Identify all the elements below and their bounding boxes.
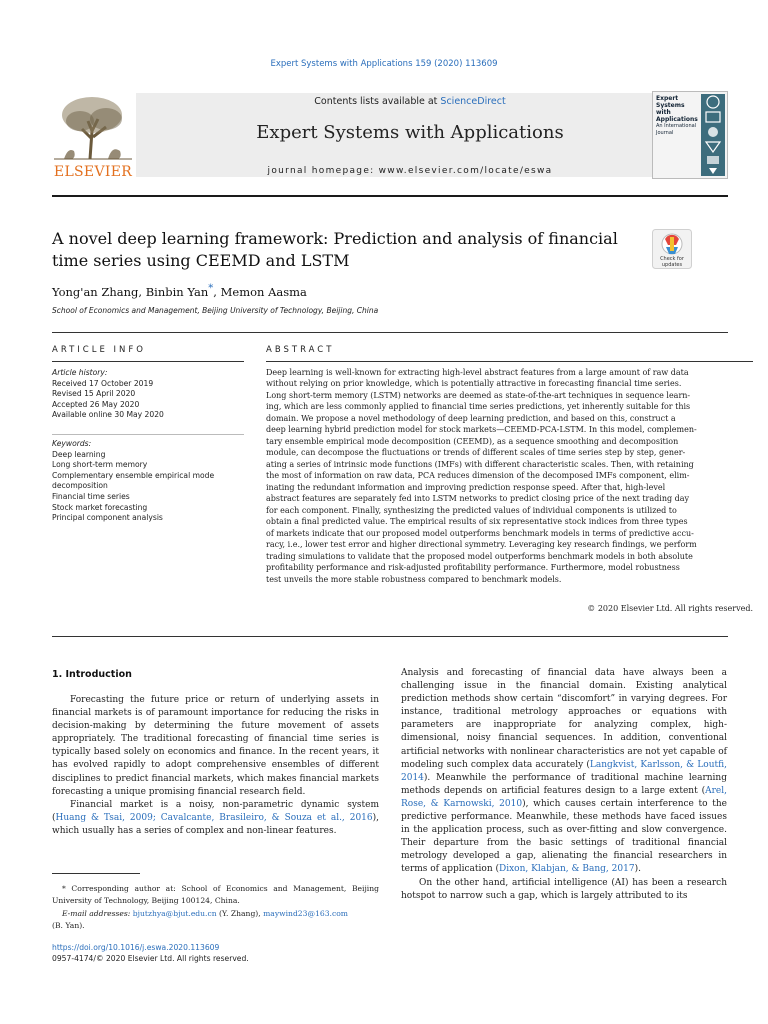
crossmark-label: Check for updates <box>660 256 684 268</box>
abstract-end-rule <box>52 636 728 637</box>
keyword-item: Complementary ensemble empirical mode <box>52 470 215 480</box>
cover-strip <box>701 94 725 176</box>
paragraph-text: Analysis and forecasting of financial data have always been a challenging issue in the financial domain. Existing analytical prediction methods show certain “discomfort” in varying degrees. For instance, traditional metrology approaches or equations with parameters are inappropriate for analyzing complex, high-dimensional, noisy financial sequences. In addition, conventional artificial networks with nonlinear characteristics are not yet capable of modeling such complex data accurately ( <box>401 668 727 770</box>
history-item: Available online 30 May 2020 <box>52 410 164 420</box>
title-line: A novel deep learning framework: Prediction and analysis of financial <box>52 229 618 248</box>
abstract-line: trading simulations to validate that the proposed model outperforms benchmark models in both absolute <box>266 551 693 561</box>
journal-title: Expert Systems with Applications <box>256 122 564 143</box>
title-line: time series using CEEMD and LSTM <box>52 251 350 270</box>
citation-link[interactable]: Huang & Tsai, 2009; Cavalcante, Brasileiro, & Souza et al., 2016 <box>55 812 373 823</box>
doi-link[interactable]: https://doi.org/10.1016/j.eswa.2020.113609 <box>52 943 220 952</box>
abstract-line: Long short-term memory (LSTM) networks are deemed as state-of-the-art techniques in sequence learn- <box>266 390 691 400</box>
masthead <box>52 91 728 179</box>
history-item: Received 17 October 2019 <box>52 378 154 388</box>
abstract-heading: ABSTRACT <box>266 345 335 355</box>
publisher-name: ELSEVIER <box>53 164 133 180</box>
abstract-line: without relying on prior knowledge, which is potentially attractive in forecasting financial time series. <box>266 379 682 389</box>
corresponding-author-mark[interactable]: * <box>208 283 214 294</box>
email-owner: (Y. Zhang), <box>216 908 264 918</box>
title-rule <box>52 332 728 333</box>
email-link[interactable]: maywind23@163.com <box>263 908 348 918</box>
doi-block <box>52 942 249 964</box>
abstract-line: obtain a final predicted value. The empirical results of six representative stock indices from three types <box>266 517 688 527</box>
history-item: Accepted 26 May 2020 <box>52 399 140 409</box>
info-rule <box>52 361 244 362</box>
affiliation: School of Economics and Management, Beijing University of Technology, Beijing, China <box>52 306 379 315</box>
email-label: E-mail addresses: <box>62 908 133 918</box>
paragraph-text: ), which usually has a series of complex and non-linear features. <box>52 812 379 836</box>
cover-line: An International <box>656 123 697 129</box>
abstract-line: abstract features are separately fed into LSTM networks to predict closing price of the next trading day <box>266 494 690 504</box>
journal-homepage[interactable]: journal homepage: www.elsevier.com/locate/eswa <box>267 166 553 176</box>
corresponding-author-note: * Corresponding author at: School of Economics and Management, Beijing University of Technology, Beijing 100124, China. <box>52 884 379 906</box>
paragraph-text: ). Meanwhile the performance of traditional machine learning methods depends on artificial features design to a large extent ( <box>401 772 727 796</box>
email-owner: (B. Yan). <box>52 920 85 930</box>
keywords-rule <box>52 434 244 435</box>
sciencedirect-link[interactable]: ScienceDirect <box>440 96 506 107</box>
abstract-line: for each component. Finally, synthesizing the predicted values of individual components is utilized to <box>266 505 677 515</box>
abstract-line: racy, i.e., lower test error and higher directional symmetry. Leveraging key research findings, we perform <box>266 540 697 550</box>
keyword-item: Deep learning <box>52 449 106 459</box>
intro-paragraph: Forecasting the future price or return of underlying assets in financial markets is of paramount importance for reducing the risks in decision-making by determining the future movement of assets appropriately. The traditional forecasting of financial time series is typically based solely on economics and finance. In the recent years, it has evolved rapidly to adopt comprehensive ensembles of different disciplines to predict financial markets, which makes financial markets forecasting a unique promising financial research field. <box>52 695 379 797</box>
article-info-heading: ARTICLE INFO <box>52 345 146 355</box>
footnote <box>52 883 379 932</box>
abstract-line: domain. We propose a novel methodology of deep learning prediction, and based on this, construct a <box>266 413 676 423</box>
abstract-line: tary ensemble empirical mode decomposition (CEEMD), as a sequence smoothing and decomposition <box>266 436 679 446</box>
elsevier-logo <box>52 91 134 179</box>
check-for-updates-button[interactable] <box>652 229 692 269</box>
cover-line: Applications <box>656 116 698 123</box>
keyword-item: decomposition <box>52 481 108 491</box>
paragraph-text: ), which causes certain interference to the predictive performance. Meanwhile, these methods have faced issues in the application process, such as over-fitting and slow convergence. Their departure from the basic settings of traditional financial metrology developed a gap, alienating the financial researchers in terms of application ( <box>401 798 727 875</box>
email-link[interactable]: bjutzhya@bjut.edu.cn <box>132 908 217 918</box>
authors <box>52 283 307 299</box>
journal-cover[interactable] <box>652 91 728 179</box>
abstract-line: ing, which are less commonly applied to financial time series predictions, yet inherently suitable for this <box>266 402 691 412</box>
intro-paragraph <box>52 799 379 838</box>
cover-line: Systems <box>656 102 685 109</box>
footnote-rule <box>52 873 140 874</box>
keyword-item: Stock market forecasting <box>52 502 148 512</box>
abstract-line: the most of information on raw data, PCA reduces dimension of the decomposed IMFs component, elim- <box>266 471 690 481</box>
abstract-line: deep learning hybrid prediction model for stock markets—CEEMD-PCA-LSTM. In this model, complemen- <box>266 425 697 435</box>
authors-last: , Memon Aasma <box>213 284 307 299</box>
email-line <box>52 908 379 920</box>
abstract-copyright: © 2020 Elsevier Ltd. All rights reserved. <box>587 604 753 613</box>
section-heading-introduction: 1. Introduction <box>52 669 132 680</box>
cover-text <box>656 95 702 137</box>
abstract-text <box>266 367 753 585</box>
history-item: Revised 15 April 2020 <box>52 389 136 399</box>
intro-paragraph <box>401 667 727 877</box>
issn-line: 0957-4174/© 2020 Elsevier Ltd. All rights reserved. <box>52 954 249 963</box>
contents-prefix: Contents lists available at <box>314 96 441 107</box>
abstract-line: of markets indicate that our proposed model outperforms benchmark models in terms of predictive accu- <box>266 528 694 538</box>
abstract-line: module, can decompose the fluctuations or trends of different scales of time series step by step, gener- <box>266 448 686 458</box>
contents-line <box>136 96 684 107</box>
masthead-rule <box>52 195 728 197</box>
abstract-line: inating the redundant information and improving prediction response speed. After that, high-level <box>266 482 666 492</box>
history-label: Article history: <box>52 368 108 377</box>
abstract-line: test unveils the more stable robustness compared to benchmark models. <box>266 574 562 584</box>
paragraph-text: Financial market is a noisy, non-parametric dynamic system ( <box>52 799 379 823</box>
keyword-item: Financial time series <box>52 491 130 501</box>
article-title <box>52 228 632 272</box>
intro-left-column <box>52 694 379 838</box>
cover-line: Expert <box>656 95 679 102</box>
citation-link[interactable]: Dixon, Klabjan, & Bang, 2017 <box>499 864 635 875</box>
keyword-item: Long short-term memory <box>52 460 148 470</box>
journal-reference[interactable]: Expert Systems with Applications 159 (2020) 113609 <box>270 59 498 69</box>
authors-first: Yong'an Zhang, Binbin Yan <box>52 284 209 299</box>
intro-right-column <box>401 667 727 903</box>
masthead-center <box>136 93 684 177</box>
keywords-label: Keywords: <box>52 439 92 448</box>
abstract-line: profitability performance and risk-adjusted profitability performance. Furthermore, model robustness <box>266 563 680 573</box>
abstract-line: Deep learning is well-known for extracting high-level abstract features from a large amount of raw data <box>266 368 689 377</box>
cover-line: Journal <box>656 130 674 136</box>
cover-pattern-icon <box>701 94 725 176</box>
keywords <box>52 439 244 524</box>
cover-line: with <box>656 109 671 116</box>
citation-link[interactable]: Arel, Rose, & Karnowski, 2010 <box>401 785 727 809</box>
abstract-rule <box>266 361 753 362</box>
paragraph-text: ). <box>634 864 641 875</box>
keyword-item: Principal component analysis <box>52 513 163 523</box>
abstract-line: ating a series of intrinsic mode functions (IMFs) with different characteristic scales. Then, with retaining <box>266 459 694 469</box>
citation-link[interactable]: Langkvist, Karlsson, & Loutfi, 2014 <box>401 759 727 783</box>
intro-paragraph: On the other hand, artificial intelligence (AI) has been a research hotspot to narrow such a gap, which is largely attributed to its <box>401 877 727 901</box>
article-history <box>52 368 244 421</box>
